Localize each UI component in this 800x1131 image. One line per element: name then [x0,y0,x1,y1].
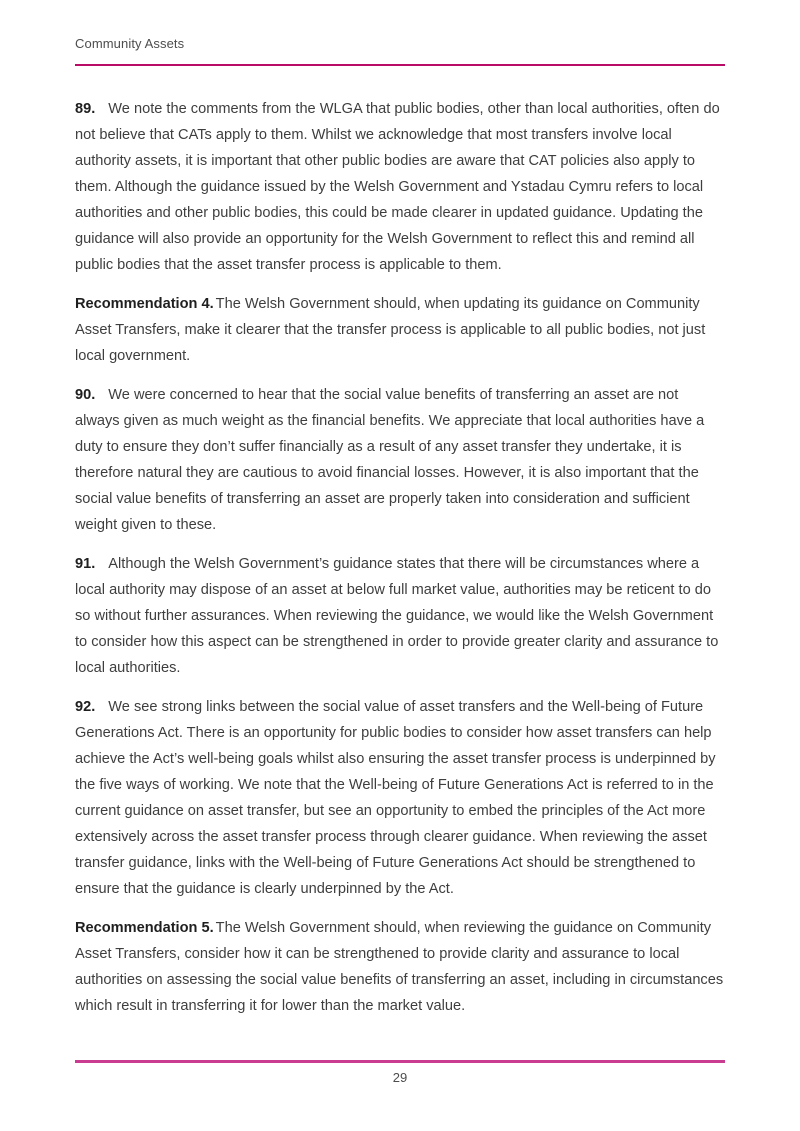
paragraph-text: The Welsh Government should, when updating its guidance on Community Asset Transfers, make it clearer that the transfer process is applicable to all public bodies, not just local government. [75,296,706,364]
recommendation-label: Recommendation 5. [75,920,214,936]
paragraph-91 [75,551,725,681]
recommendation-label: Recommendation 4. [75,296,214,312]
paragraph-number: 89. [75,101,96,117]
page-content-area [75,0,725,1019]
paragraph-90 [75,382,725,538]
footer-rule [75,1060,725,1063]
header-rule [75,64,725,66]
paragraph-text: We see strong links between the social value of asset transfers and the Well-being of Future Generations Act. There is an opportunity for public bodies to consider how asset transfers can help achieve the Act’s well-being goals whilst also ensuring the asset transfer process is underpinned by the five ways of working. We note that the Well-being of Future Generations Act is referred to in the current guidance on asset transfer, but see an opportunity to embed the principles of the Act more extensively across the asset transfer process through clearer guidance. When reviewing the asset transfer guidance, links with the Well-being of Future Generations Act should be strengthened to ensure that the guidance is clearly underpinned by the Act. [75,699,716,897]
paragraph-89 [75,96,725,278]
paragraph-number: 90. [75,387,96,403]
page-number: 29 [392,1070,408,1085]
paragraph-text: Although the Welsh Government’s guidance states that there will be circumstances where a local authority may dispose of an asset at below full market value, authorities may be reticent to do so without further assurances. When reviewing the guidance, we would like the Welsh Government to consider how this aspect can be strengthened in order to provide greater clarity and assurance to local authorities. [75,556,719,676]
paragraph-92 [75,694,725,902]
recommendation-5 [75,915,725,1019]
document-body [75,96,725,1019]
page-footer [75,1060,725,1085]
paragraph-number: 91. [75,556,96,572]
paragraph-text: We note the comments from the WLGA that public bodies, other than local authorities, often do not believe that CATs apply to them. Whilst we acknowledge that most transfers involve local authority assets, it is important that other public bodies are aware that CAT policies also apply to them. Although the guidance issued by the Welsh Government and Ystadau Cymru refers to local authorities and other public bodies, this could be made clearer in updated guidance. Updating the guidance will also provide an opportunity for the Welsh Government to reflect this and remind all public bodies that the asset transfer process is applicable to them. [75,101,720,273]
recommendation-4 [75,291,725,369]
paragraph-text: The Welsh Government should, when reviewing the guidance on Community Asset Transfers, consider how it can be strengthened to provide clarity and assurance to local authorities on assessing the social value benefits of transferring an asset, including in circumstances which result in transferring it for lower than the market value. [75,920,724,1014]
paragraph-text: We were concerned to hear that the social value benefits of transferring an asset are not always given as much weight as the financial benefits. We appreciate that local authorities have a duty to ensure they don’t suffer financially as a result of any asset transfer they undertake, it is therefore natural they are cautious to avoid financial losses. However, it is also important that the social value benefits of transferring an asset are properly taken into consideration and sufficient weight given to these. [75,387,705,533]
running-header-title: Community Assets [75,36,185,51]
paragraph-number: 92. [75,699,96,715]
